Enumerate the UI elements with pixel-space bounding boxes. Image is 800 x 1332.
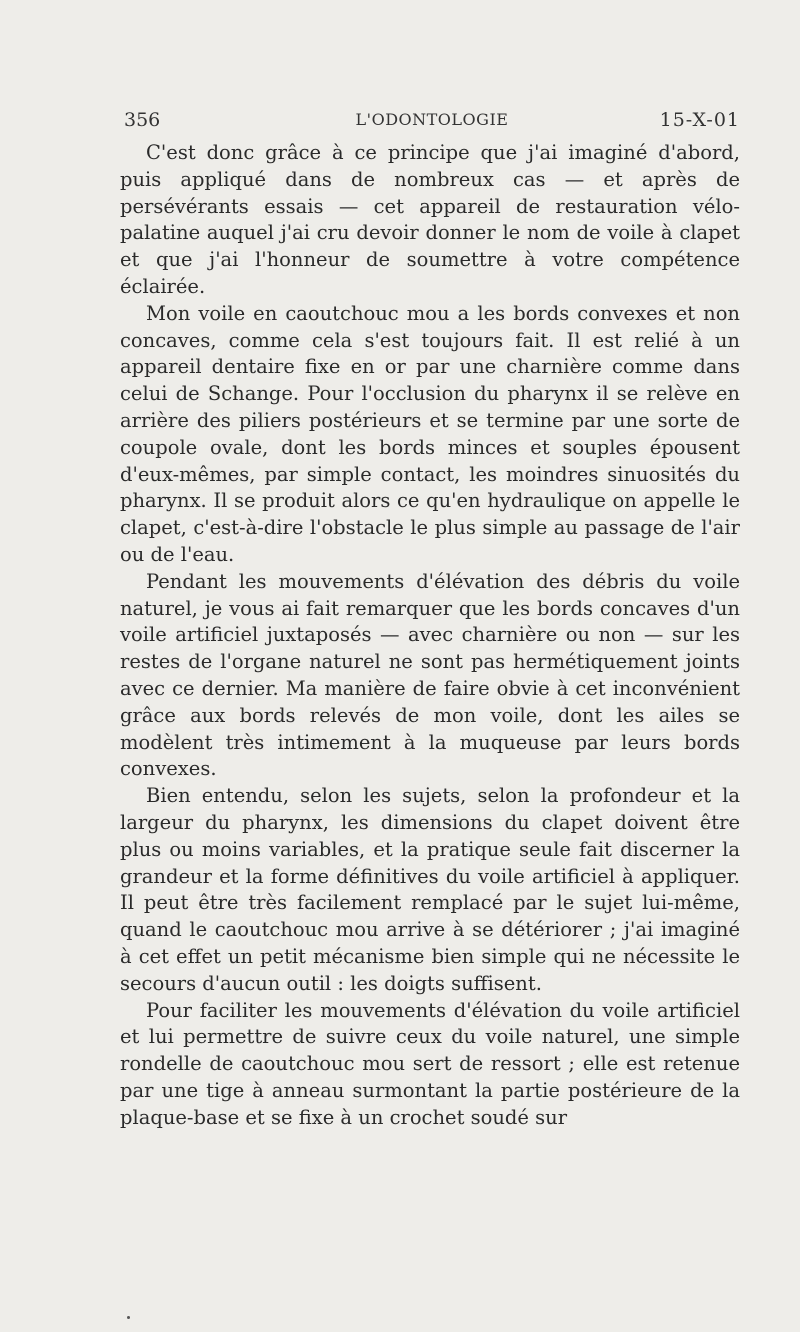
paragraph-1: C'est donc grâce à ce principe que j'ai imaginé d'abord, puis appliqué dans de nombreux cas — et après de persévérants essais — cet appareil de restauration vélo-palatine auquel j'ai cru devoir donner le nom de voile à clapet et que j'ai l'honneur de soumettre à votre compétence éclairée.	[120, 141, 740, 298]
paragraph-5: Pour faciliter les mouvements d'élévation du voile artificiel et lui permettre de suivre ceux du voile naturel, une simple rondelle de caoutchouc mou sert de ressort ; elle est retenue par une tige à anneau surmontant la partie postérieure de la plaque-base et se fixe à un crochet soudé sur	[120, 998, 740, 1129]
paragraph-3: Pendant les mouvements d'élévation des débris du voile naturel, je vous ai fait remarquer que les bords concaves d'un voile artificiel juxtaposés — avec charnière ou non — sur les restes de l'organe naturel ne sont pas hermétiquement joints avec ce dernier. Ma manière de faire obvie à cet inconvénient grâce aux bords relevés de mon voile, dont les ailes se modèlent très intimement à la muqueuse par leurs bords convexes.	[120, 569, 740, 781]
body-text	[120, 140, 740, 1131]
ink-speck	[127, 1316, 130, 1319]
running-title: L'ODONTOLOGIE	[355, 110, 509, 129]
paragraph-4: Bien entendu, selon les sujets, selon la profondeur et la largeur du pharynx, les dimensions du clapet doivent être plus ou moins variables, et la pratique seule fait discerner la grandeur et la forme définitives du voile artificiel à appliquer. Il peut être très facilement remplacé par le sujet lui-même, quand le caoutchouc mou arrive à se détériorer ; j'ai imaginé à cet effet un petit mécanisme bien simple qui ne nécessite le secours d'aucun outil : les doigts suffisent.	[120, 784, 740, 995]
page-number: 356	[124, 109, 161, 131]
page-header	[124, 106, 740, 134]
paragraph-2: Mon voile en caoutchouc mou a les bords convexes et non concaves, comme cela s'est toujours fait. Il est relié à un appareil dentaire fixe en or par une charnière comme dans celui de Schange. Pour l'occlusion du pharynx il se relève en arrière des piliers postérieurs et se termine par une sorte de coupole ovale, dont les bords minces et souples épousent d'eux-mêmes, par simple contact, les moindres sinuosités du pharynx. Il se produit alors ce qu'en hydraulique on appelle le clapet, c'est-à-dire l'obstacle le plus simple au passage de l'air ou de l'eau.	[120, 301, 740, 566]
issue-date: 15-X-01	[659, 109, 740, 131]
